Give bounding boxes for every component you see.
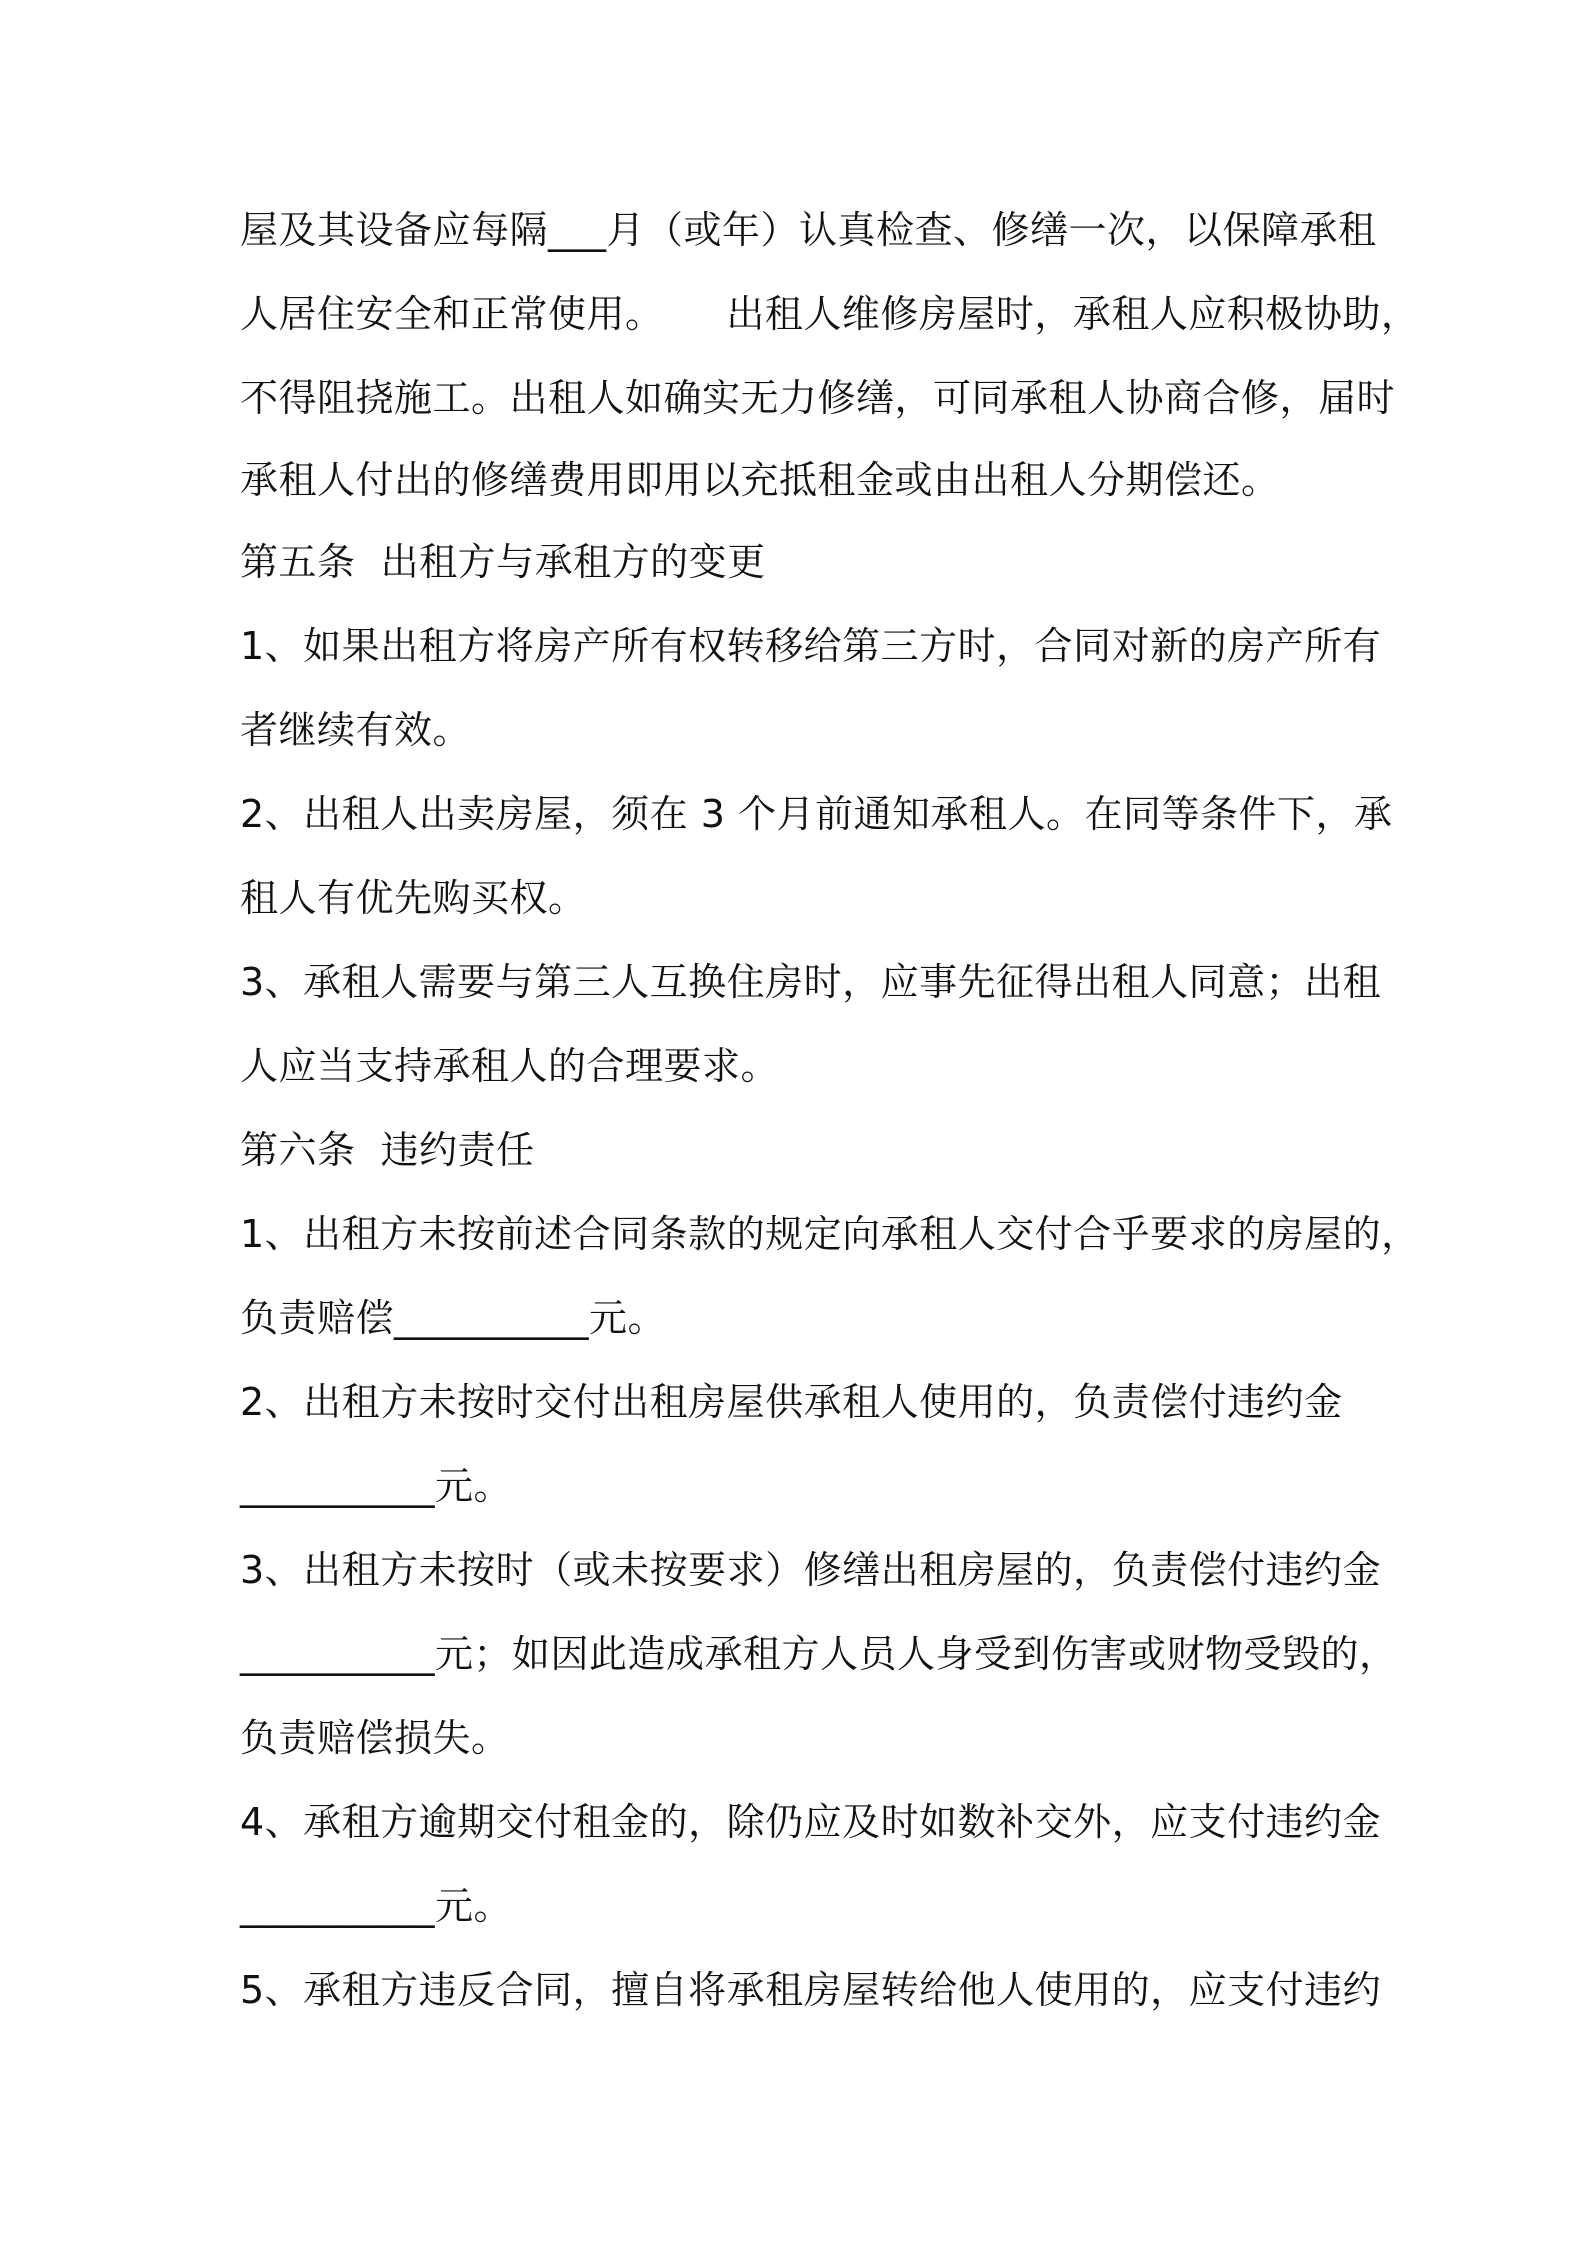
text-line: 人居住安全和正常使用。 出租人维修房屋时，承租人应积极协助， [240, 292, 1420, 336]
text-line: 负责赔偿__________元。 [240, 1296, 667, 1340]
text-line: 不得阻挠施工。出租人如确实无力修缮，可同承租人协商合修，届时 [240, 376, 1396, 420]
text-line: 者继续有效。 [240, 708, 472, 752]
text-line: 1、如果出租方将房产所有权转移给第三方时，合同对新的房产所有 [240, 624, 1382, 668]
section-heading: 第五条 出租方与承租方的变更 [240, 540, 766, 584]
text-line: 3、出租方未按时（或未按要求）修缮出租房屋的，负责偿付违约金 [240, 1548, 1382, 1592]
text-line: __________元。 [240, 1884, 513, 1928]
section-heading: 第六条 违约责任 [240, 1128, 535, 1172]
text-line: 2、出租人出卖房屋，须在 3 个月前通知承租人。在同等条件下，承 [240, 792, 1393, 836]
text-line: 租人有优先购买权。 [240, 876, 587, 920]
text-line: __________元。 [240, 1464, 513, 1508]
text-line: __________元；如因此造成承租方人员人身受到伤害或财物受毁的， [240, 1632, 1398, 1676]
text-line: 承租人付出的修缮费用即用以充抵租金或由出租人分期偿还。 [240, 458, 1280, 502]
text-line: 3、承租人需要与第三人互换住房时，应事先征得出租人同意；出租 [240, 960, 1382, 1004]
text-line: 4、承租方逾期交付租金的，除仍应及时如数补交外，应支付违约金 [240, 1800, 1382, 1844]
text-line: 2、出租方未按时交付出租房屋供承租人使用的，负责偿付违约金 [240, 1380, 1343, 1424]
text-line: 负责赔偿损失。 [240, 1716, 510, 1760]
text-line: 1、出租方未按前述合同条款的规定向承租人交付合乎要求的房屋的， [240, 1212, 1420, 1256]
text-line: 人应当支持承租人的合理要求。 [240, 1044, 780, 1088]
text-line: 屋及其设备应每隔___月（或年）认真检查、修缮一次，以保障承租 [240, 208, 1377, 252]
text-line: 5、承租方违反合同，擅自将承租房屋转给他人使用的，应支付违约 [240, 1968, 1382, 2012]
